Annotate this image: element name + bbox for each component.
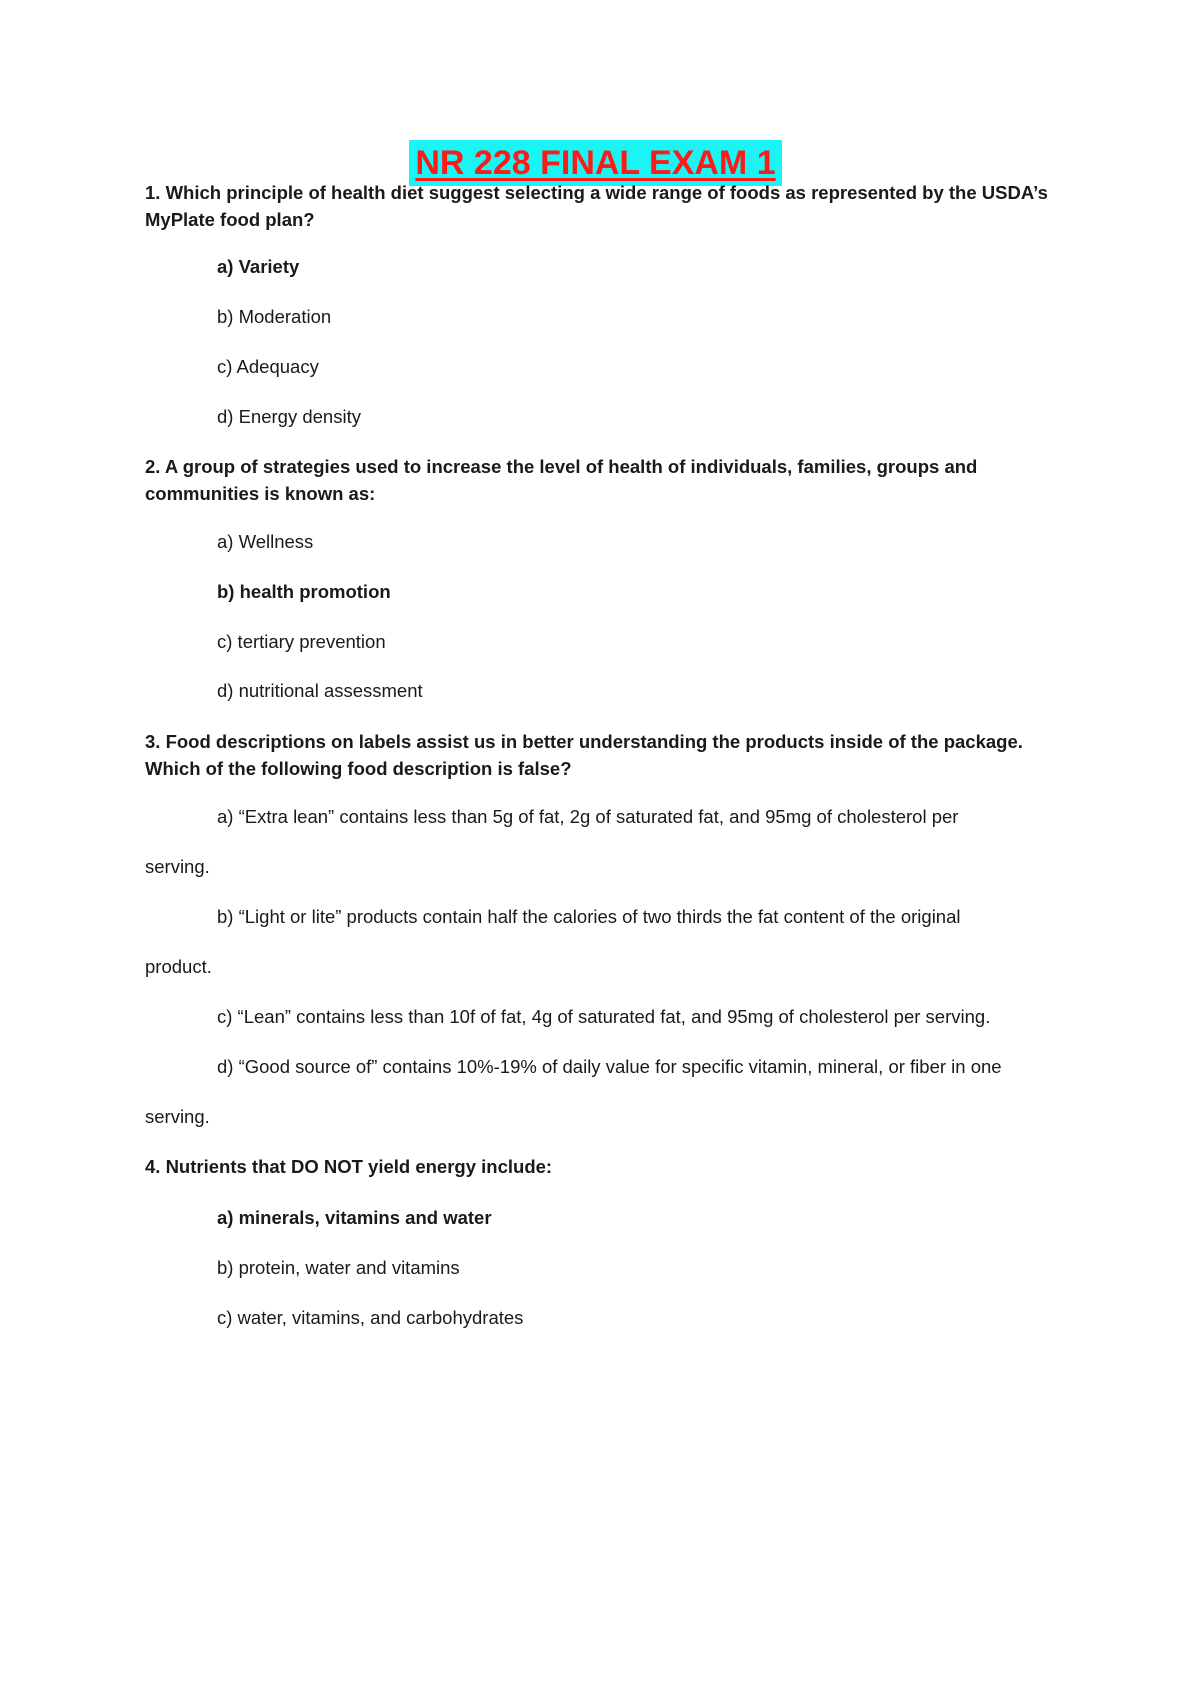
question-1-prompt [145, 179, 1085, 233]
question-3-option-a: a) “Extra lean” contains less than 5g of fat, 2g of saturated fat, and 95mg of cholesterol per [217, 806, 959, 827]
document-title: NR 228 FINAL EXAM 1 [409, 140, 781, 186]
question-4-prompt [145, 1153, 1085, 1180]
question-2-line-2: communities is known as: [145, 483, 376, 504]
question-3-line-1: 3. Food descriptions on labels assist us in better understanding the products inside of the package. [145, 731, 1023, 752]
question-4-option-a: a) minerals, vitamins and water [217, 1207, 492, 1228]
question-3-option-d: d) “Good source of” contains 10%-19% of daily value for specific vitamin, mineral, or fiber in one [217, 1056, 1002, 1077]
question-1-option-b: b) Moderation [217, 306, 332, 327]
question-1-option-c: c) Adequacy [217, 356, 319, 377]
question-1-option-a: a) Variety [217, 256, 300, 277]
question-2-option-d: d) nutritional assessment [217, 680, 423, 701]
question-3-option-d-continuation: serving. [145, 1106, 210, 1127]
question-4-line-1: 4. Nutrients that DO NOT yield energy include: [145, 1156, 553, 1177]
question-1-line-1: 1. Which principle of health diet suggest selecting a wide range of foods as represented by the USDA’s [145, 182, 1048, 203]
question-2-line-1: 2. A group of strategies used to increase the level of health of individuals, families, groups and [145, 456, 978, 477]
question-4-option-b: b) protein, water and vitamins [217, 1257, 460, 1278]
question-3-option-b: b) “Light or lite” products contain half the calories of two thirds the fat content of the original [217, 906, 961, 927]
question-2-prompt [145, 453, 1085, 507]
question-3-option-c: c) “Lean” contains less than 10f of fat, 4g of saturated fat, and 95mg of cholesterol per serving. [217, 1006, 991, 1027]
question-2-option-c: c) tertiary prevention [217, 631, 386, 652]
question-3-option-b-continuation: product. [145, 956, 212, 977]
question-3-prompt [145, 728, 1085, 782]
question-4-option-c: c) water, vitamins, and carbohydrates [217, 1307, 524, 1328]
question-3-line-2: Which of the following food description is false? [145, 758, 572, 779]
question-1-option-d: d) Energy density [217, 406, 361, 427]
question-3-option-a-continuation: serving. [145, 856, 210, 877]
question-2-option-a: a) Wellness [217, 531, 314, 552]
question-2-option-b: b) health promotion [217, 581, 391, 602]
question-1-line-2: MyPlate food plan? [145, 209, 315, 230]
